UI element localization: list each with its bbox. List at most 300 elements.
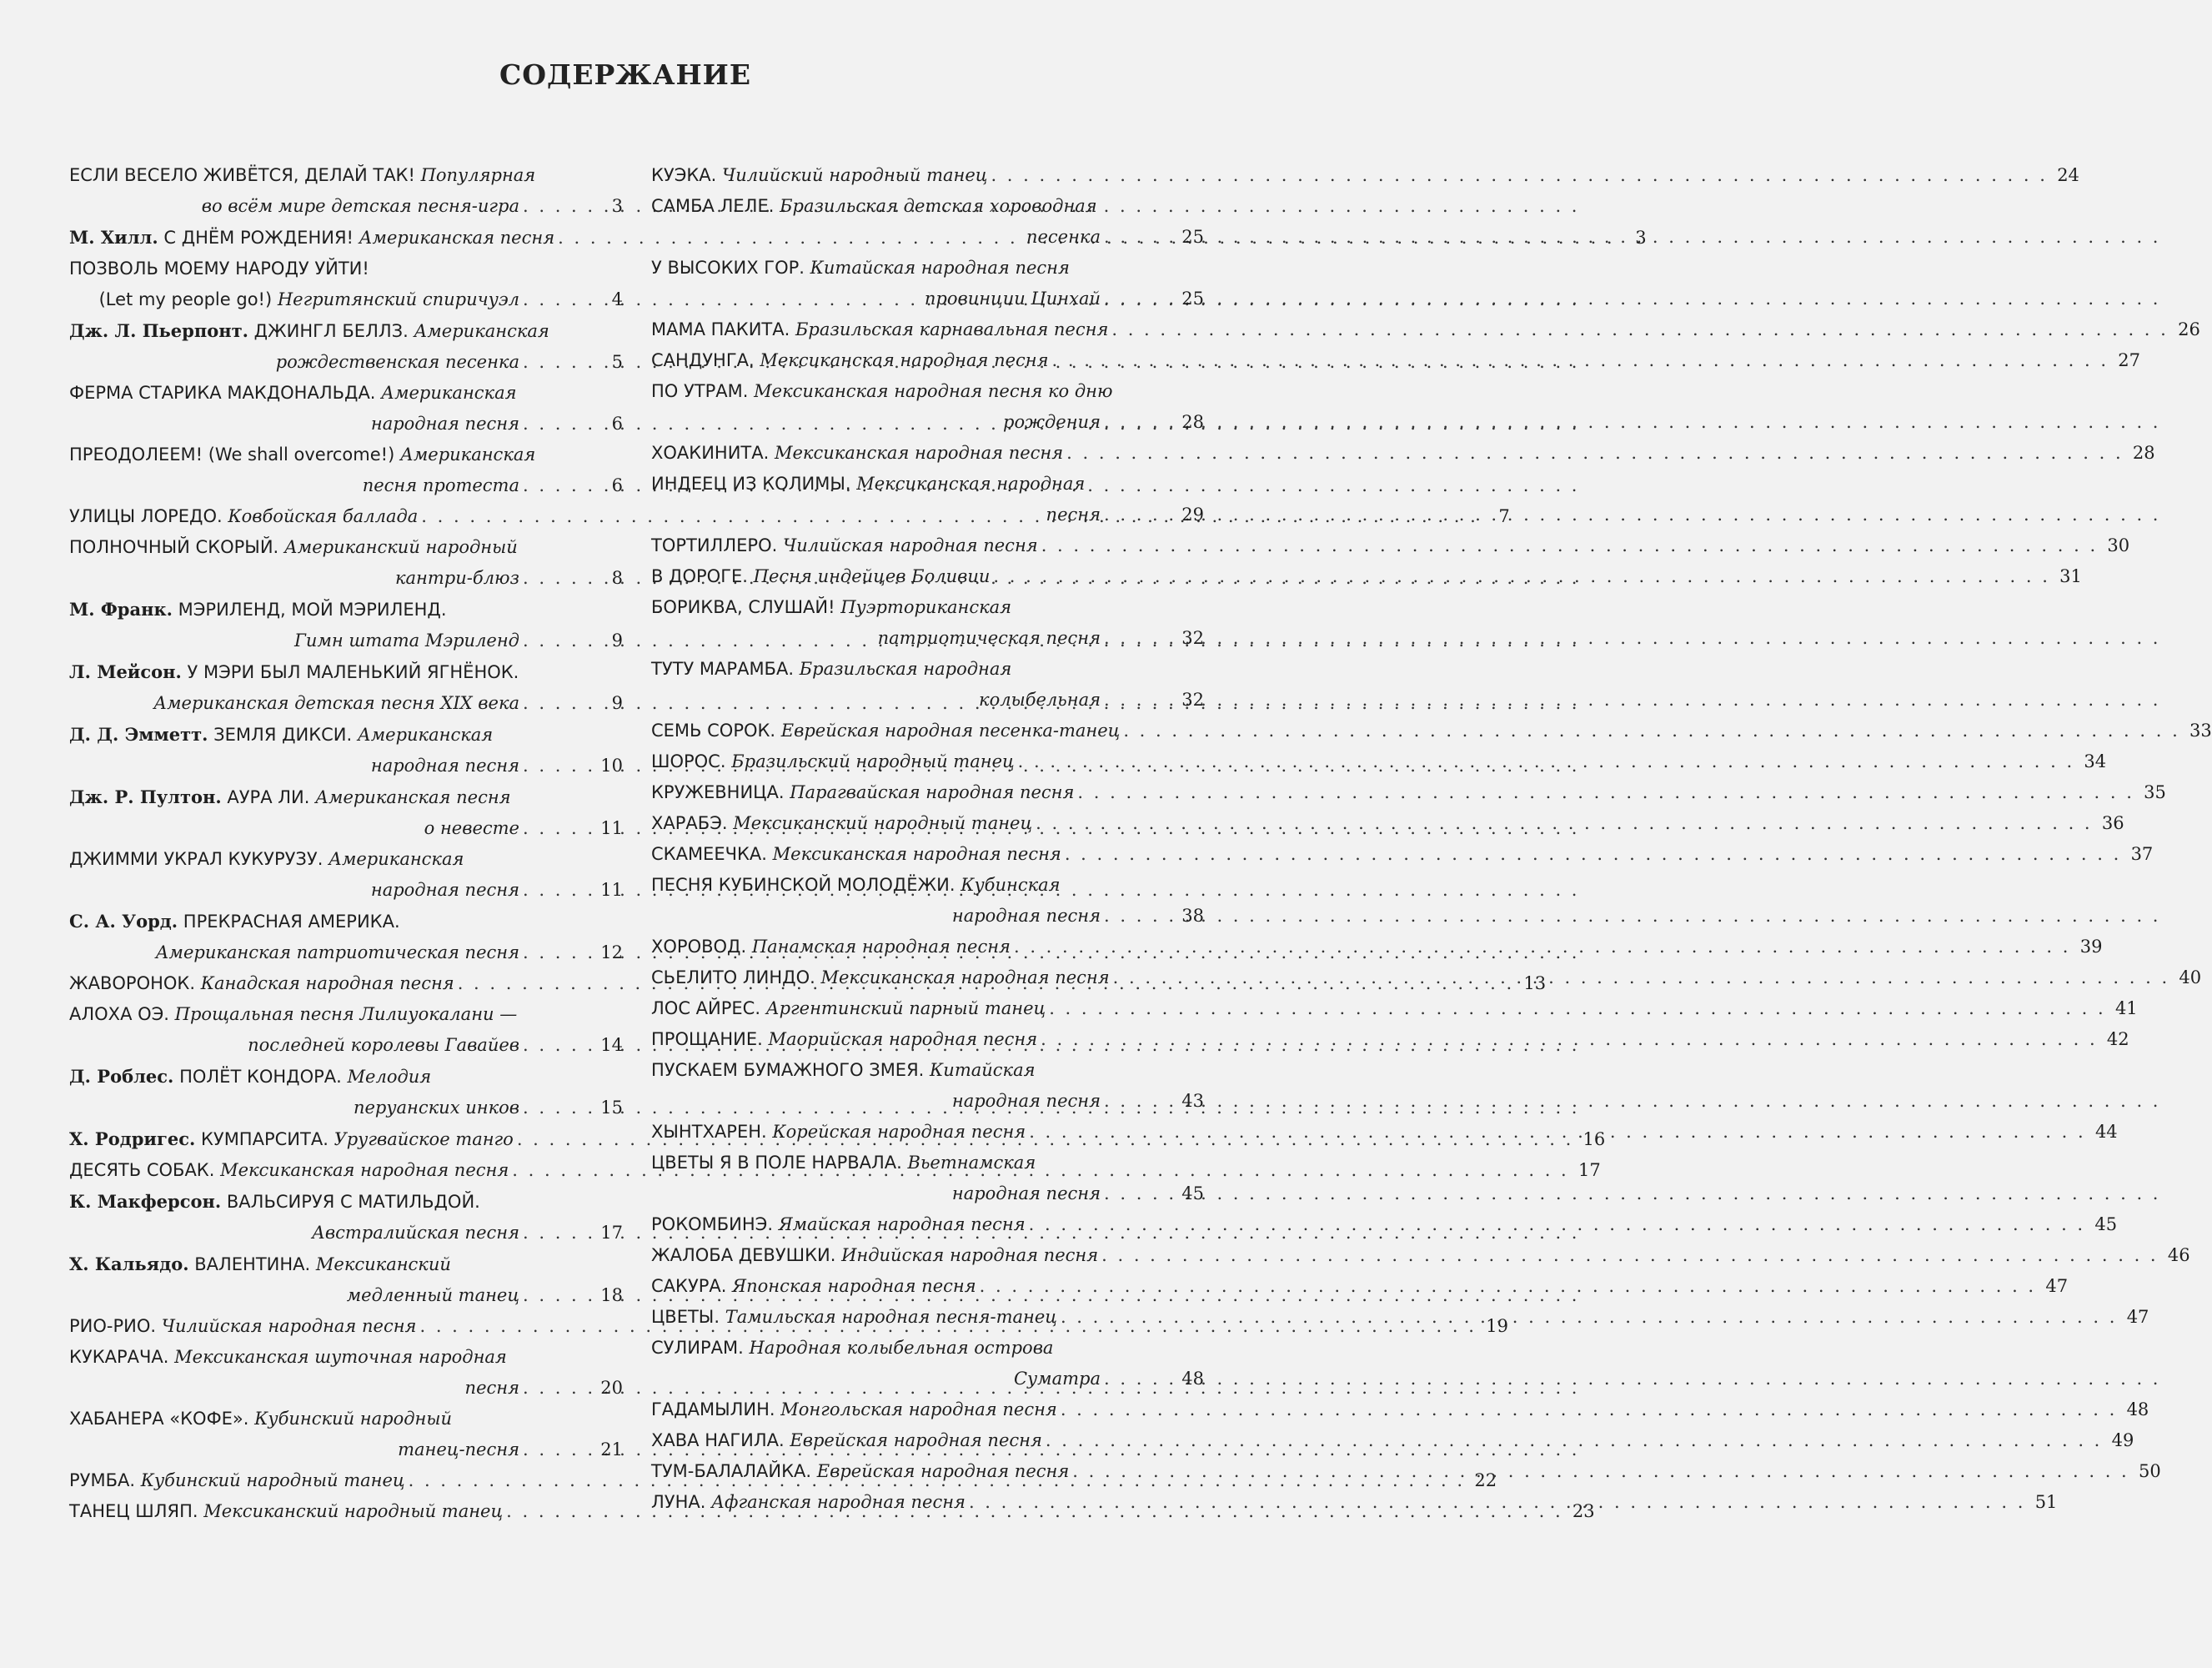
toc-song-title: ШОРОС.: [651, 751, 726, 771]
toc-description: Ямайская народная песня: [778, 1214, 1026, 1234]
toc-description: Чилийская народная песня: [782, 535, 1038, 555]
toc-description: колыбельная: [979, 690, 1101, 710]
page-title: СОДЕРЖАНИЕ: [499, 58, 751, 91]
toc-page-number: 28: [1181, 412, 1204, 432]
toc-song-title: АЛОХА ОЭ.: [69, 1004, 169, 1024]
toc-entry-line: [69, 1061, 623, 1093]
toc-author: Д. Роблес.: [69, 1066, 174, 1087]
toc-dot-leader: [1061, 839, 2121, 870]
toc-entry[interactable]: [651, 191, 1204, 253]
toc-description: патриотическая песня: [877, 628, 1101, 648]
toc-entry-line: [651, 284, 1204, 314]
toc-author: М. Хилл.: [69, 227, 158, 248]
toc-description: Бразильская карнавальная песня: [795, 319, 1109, 339]
toc-entry-line: [651, 561, 2082, 592]
toc-entry-text: [651, 561, 990, 592]
toc-entry-text: [69, 1496, 503, 1527]
toc-description: Суматра: [1013, 1369, 1101, 1389]
toc-page-number: 51: [2034, 1492, 2058, 1512]
toc-entry-line: [651, 1055, 1204, 1086]
toc-entry[interactable]: [651, 530, 2130, 561]
toc-entry-text: [651, 932, 1011, 962]
toc-song-title: ЕСЛИ ВЕСЕЛО ЖИВЁТСЯ, ДЕЛАЙ ТАК!: [69, 165, 415, 185]
toc-description: во всём мире детская песня-игра: [201, 196, 519, 216]
toc-entry-text: [69, 222, 554, 254]
toc-entry[interactable]: [69, 999, 623, 1061]
toc-page-number: 45: [1181, 1183, 1204, 1203]
toc-song-title: САМБА ЛЕЛЕ.: [651, 196, 775, 216]
toc-entry-line: [651, 1209, 2118, 1240]
toc-dot-leader: [1057, 1394, 2117, 1425]
toc-description: Мелодия: [347, 1067, 432, 1087]
toc-song-title: АУРА ЛИ.: [227, 787, 310, 807]
toc-description: народная песня: [370, 756, 519, 776]
toc-song-title: БОРИКВА, СЛУШАЙ!: [651, 597, 835, 617]
toc-song-title: ПО УТРАМ.: [651, 381, 749, 401]
toc-description: песня протеста: [362, 475, 519, 495]
toc-entry[interactable]: [651, 777, 2166, 808]
toc-entry[interactable]: [651, 376, 1204, 438]
toc-description: Маорийская народная песня: [768, 1029, 1038, 1049]
toc-entry-line: [651, 1394, 2149, 1425]
toc-entry-line: [651, 746, 2107, 777]
toc-description: Мексиканская народная песня: [774, 443, 1064, 463]
toc-entry-line: [69, 440, 623, 470]
toc-description: Мексиканский: [315, 1254, 451, 1274]
toc-description: Кубинская: [961, 875, 1061, 895]
toc-entry-text: [69, 501, 418, 532]
toc-description: Американская: [357, 725, 494, 745]
toc-dot-leader: [987, 160, 2047, 191]
toc-entry[interactable]: [69, 1061, 623, 1123]
toc-description: Мексиканская народная песня: [760, 350, 1049, 370]
toc-author: Л. Мейсон.: [69, 661, 182, 682]
toc-page-number: 36: [2101, 813, 2124, 833]
toc-entry-line: [69, 751, 623, 781]
toc-dot-leader: [519, 1093, 591, 1123]
toc-entry[interactable]: [651, 561, 2082, 592]
toc-entry-line: [651, 376, 1204, 407]
toc-entry-line: [651, 1271, 2069, 1302]
toc-entry-line: [69, 1434, 623, 1465]
toc-entry[interactable]: [651, 746, 2107, 777]
toc-page-number: 38: [1181, 906, 1204, 926]
toc-song-title: КРУЖЕВНИЦА.: [651, 782, 785, 802]
toc-song-title: КУЭКА.: [651, 165, 717, 185]
toc-dot-leader: [519, 937, 591, 968]
toc-description: Аргентинский парный танец: [765, 998, 1046, 1018]
toc-entry-line: [69, 906, 623, 937]
toc-description: Вьетнамская: [907, 1153, 1036, 1173]
toc-song-title: ПОЛНОЧНЫЙ СКОРЫЙ.: [69, 537, 279, 557]
toc-entry-line: [69, 409, 623, 440]
toc-entry-text: [651, 1209, 1026, 1240]
toc-page-number: 20: [600, 1378, 623, 1398]
toc-entry-line: [651, 530, 2130, 561]
toc-entry-line: [69, 937, 623, 968]
toc-entry[interactable]: [651, 716, 2212, 746]
toc-entry[interactable]: [651, 438, 2155, 469]
toc-entry[interactable]: [69, 844, 623, 906]
toc-dot-leader: [1120, 716, 2179, 746]
toc-description: Популярная: [420, 165, 536, 185]
toc-description: Панамская народная песня: [751, 937, 1011, 957]
toc-song-title: ГАДАМЫЛИН.: [651, 1399, 775, 1419]
toc-entry[interactable]: [651, 1394, 2149, 1425]
toc-entry-line: [651, 1024, 2129, 1055]
toc-description: Прощальная песня Лилиуокалани —: [174, 1004, 518, 1024]
toc-song-title: СЕМЬ СОРОК.: [651, 721, 776, 741]
toc-page-number: 44: [2094, 1122, 2118, 1142]
toc-description: Американская: [399, 445, 536, 465]
toc-entry-text: [69, 968, 454, 999]
toc-page-number: 7: [1498, 506, 1510, 526]
toc-song-title: ПУСКАЕМ БУМАЖНОГО ЗМЕЯ.: [651, 1060, 925, 1080]
toc-description: Канадская народная песня: [200, 973, 454, 993]
toc-entry-line: [69, 191, 623, 222]
toc-page-number: 17: [1578, 1160, 1601, 1180]
toc-description: Народная колыбельная острова: [749, 1338, 1054, 1358]
toc-entry-text: [651, 1425, 1042, 1456]
toc-description: Американский народный: [283, 537, 518, 557]
toc-description: Американская: [329, 849, 464, 869]
toc-description: Чилийский народный танец: [722, 165, 988, 185]
toc-song-title: ЛУНА.: [651, 1492, 706, 1512]
toc-description: Бразильская народная: [799, 659, 1012, 679]
toc-entry[interactable]: [69, 532, 623, 594]
toc-dot-leader: [519, 626, 591, 656]
toc-song-title: РОКОМБИНЭ.: [651, 1214, 773, 1234]
toc-description: Китайская народная песня: [810, 258, 1070, 278]
toc-entry-line: [651, 500, 1204, 530]
toc-author: К. Макферсон.: [69, 1191, 222, 1212]
toc-entry-line: [69, 813, 623, 844]
toc-entry-line: [69, 1373, 623, 1404]
toc-page-number: 17: [600, 1223, 623, 1243]
toc-song-title: ЦВЕТЫ.: [651, 1307, 720, 1327]
toc-entry[interactable]: [651, 1148, 1204, 1209]
toc-description: Американская детская песня XIX века: [153, 693, 519, 713]
toc-dot-leader: [1049, 345, 2109, 376]
toc-entry-line: [69, 532, 623, 563]
toc-entry-line: [651, 1333, 1204, 1364]
toc-song-title: ТУМ-БАЛАЛАЙКА.: [651, 1461, 812, 1481]
toc-entry[interactable]: [69, 440, 623, 501]
toc-entry-line: [651, 1086, 1204, 1117]
toc-entry[interactable]: [651, 1055, 1204, 1117]
toc-dot-leader: [1101, 500, 1172, 530]
toc-description: песня: [1046, 505, 1101, 525]
toc-entry[interactable]: [69, 781, 623, 844]
toc-entry[interactable]: [651, 1271, 2069, 1302]
toc-song-title: САНДУНГА.: [651, 350, 755, 370]
toc-song-title: ИНДЕЕЦ ИЗ КОЛИМЫ.: [651, 474, 851, 494]
toc-entry-line: [69, 719, 623, 751]
toc-page-number: 6: [611, 414, 623, 434]
toc-page-number: 22: [1474, 1470, 1497, 1490]
toc-entry-line: [651, 314, 2200, 345]
toc-entry-line: [651, 1240, 2190, 1271]
toc-page-number: 43: [1181, 1091, 1204, 1111]
toc-song-title: ХАБАНЕРА «КОФЕ».: [69, 1409, 249, 1429]
toc-entry-text: [651, 716, 1120, 746]
toc-dot-leader: [519, 563, 591, 594]
toc-page-number: 42: [2106, 1029, 2129, 1049]
toc-entry[interactable]: [651, 839, 2154, 870]
toc-entry[interactable]: [69, 160, 623, 222]
toc-dot-leader: [519, 1373, 591, 1404]
toc-entry[interactable]: [69, 1404, 623, 1465]
toc-entry-line: [651, 469, 1204, 500]
toc-entry[interactable]: [651, 592, 1204, 654]
toc-description-plain: (Let my people go!): [98, 289, 273, 309]
toc-description: Ковбойская баллада: [228, 506, 419, 526]
toc-entry-line: [69, 1280, 623, 1311]
toc-description: Бразильская детская хороводная: [780, 196, 1097, 216]
toc-entry-text: [651, 993, 1046, 1024]
toc-entry-text: [651, 1271, 976, 1302]
toc-description: Австралийская песня: [311, 1223, 519, 1243]
toc-description: перуанских инков: [353, 1098, 519, 1118]
toc-song-title: ПОЛЁТ КОНДОРА.: [179, 1067, 342, 1087]
toc-entry[interactable]: [69, 1248, 623, 1311]
toc-entry-line: [651, 654, 1204, 685]
toc-dot-leader: [519, 191, 591, 222]
toc-song-title: КУМПАРСИТА.: [200, 1129, 329, 1149]
toc-song-title: С ДНЁМ РОЖДЕНИЯ!: [163, 228, 354, 248]
toc-description: Кубинский народный: [254, 1409, 452, 1429]
toc-entry-line: [69, 378, 623, 409]
toc-dot-leader: [1101, 1178, 1172, 1209]
toc-page-number: 32: [1181, 690, 1204, 710]
toc-author: Дж. Л. Пьерпонт.: [69, 320, 248, 341]
toc-entry-text: [651, 962, 1110, 993]
toc-description: медленный танец: [346, 1285, 519, 1305]
toc-author: Х. Кальядо.: [69, 1254, 189, 1274]
toc-song-title: ХАВА НАГИЛА.: [651, 1430, 785, 1450]
toc-entry-line: [69, 254, 623, 284]
toc-page-number: 19: [1486, 1316, 1508, 1336]
toc-description: песня: [464, 1378, 519, 1398]
toc-entry-line: [651, 1148, 1204, 1178]
toc-song-title: ТОРТИЛЛЕРО.: [651, 535, 778, 555]
toc-entry-line: [651, 592, 1204, 623]
toc-song-title: СЬЕЛИТО ЛИНДО.: [651, 967, 815, 987]
toc-entry-line: [651, 1178, 1204, 1209]
toc-description: Еврейская народная песня: [816, 1461, 1070, 1481]
toc-author: М. Франк.: [69, 599, 173, 620]
toc-entry-line: [69, 1030, 623, 1061]
toc-song-title: РУМБА.: [69, 1470, 136, 1490]
toc-entry[interactable]: [69, 1186, 623, 1248]
toc-entry-text: [651, 808, 1032, 839]
toc-entry[interactable]: [651, 808, 2124, 839]
toc-entry[interactable]: [69, 254, 623, 315]
toc-dot-leader: [1108, 314, 2168, 345]
toc-description: Чилийская народная песня: [161, 1316, 417, 1336]
toc-description: народная песня: [951, 906, 1101, 926]
toc-song-title: ПРЕОДОЛЕЕМ! (We shall overcome!): [69, 445, 395, 465]
toc-entry-line: [651, 777, 2166, 808]
toc-page-number: 18: [600, 1285, 623, 1305]
toc-dot-leader: [519, 1218, 591, 1248]
toc-entry-line: [651, 1364, 1204, 1394]
toc-entry-line: [651, 839, 2154, 870]
toc-song-title: ТАНЕЦ ШЛЯП.: [69, 1501, 198, 1521]
toc-dot-leader: [519, 1030, 591, 1061]
toc-description: Мексиканский народный танец: [733, 813, 1033, 833]
toc-entry-line: [69, 347, 623, 378]
toc-entry[interactable]: [651, 253, 1204, 314]
toc-dot-leader: [1101, 1364, 1172, 1394]
toc-song-title: ХОРОВОД.: [651, 937, 747, 957]
toc-description: народная песня: [951, 1091, 1101, 1111]
toc-song-title: УЛИЦЫ ЛОРЕДО.: [69, 506, 223, 526]
toc-entry[interactable]: [651, 1024, 2129, 1055]
toc-entry-line: [69, 626, 623, 656]
toc-song-title: В ДОРОГЕ.: [651, 566, 748, 586]
toc-song-title: ВАЛЬСИРУЯ С МАТИЛЬДОЙ.: [226, 1192, 480, 1212]
toc-page-number: 27: [2118, 350, 2141, 370]
toc-entry-line: [651, 993, 2138, 1024]
toc-entry-text: [651, 1394, 1057, 1425]
toc-dot-leader: [1101, 407, 1172, 438]
toc-entry-line: [651, 222, 1204, 253]
toc-page-number: 3: [611, 196, 623, 216]
toc-entry-line: [651, 932, 2103, 962]
toc-entry[interactable]: [651, 932, 2103, 962]
toc-description: Мексиканская народная песня: [820, 967, 1110, 987]
toc-page-number: 28: [2132, 443, 2155, 463]
toc-dot-leader: [1038, 530, 2098, 561]
toc-song-title: СКАМЕЕЧКА.: [651, 844, 767, 864]
toc-dot-leader: [1057, 1302, 2117, 1333]
toc-dot-leader: [519, 1434, 591, 1465]
toc-description: Мексиканская народная песня: [220, 1160, 509, 1180]
toc-song-title: ПЕСНЯ КУБИНСКОЙ МОЛОДЁЖИ.: [651, 875, 956, 895]
toc-entry[interactable]: [651, 1240, 2190, 1271]
toc-entry-line: [69, 1218, 623, 1248]
toc-dot-leader: [1101, 901, 1172, 932]
toc-description: Мексиканская народная: [856, 474, 1086, 494]
toc-description: Песня индейцев Боливии: [753, 566, 991, 586]
toc-dot-leader: [519, 284, 591, 315]
toc-entry[interactable]: [651, 345, 2141, 376]
toc-dot-leader: [1042, 1425, 2102, 1456]
toc-entry[interactable]: [69, 906, 623, 968]
toc-entry[interactable]: [651, 1333, 1204, 1394]
toc-entry-text: [651, 777, 1074, 808]
toc-entry-line: [69, 1342, 623, 1373]
toc-entry[interactable]: [651, 160, 2079, 191]
toc-entry-line: [69, 999, 623, 1030]
toc-dot-leader: [519, 875, 591, 906]
toc-entry-line: [651, 685, 1204, 716]
toc-entry[interactable]: [69, 719, 623, 781]
toc-description: танец-песня: [398, 1439, 519, 1460]
toc-entry-line: [69, 688, 623, 719]
toc-song-title: КУКАРАЧА.: [69, 1347, 169, 1367]
toc-entry[interactable]: [69, 315, 623, 378]
toc-dot-leader: [1101, 222, 1172, 253]
toc-page-number: 29: [1181, 505, 1204, 525]
toc-entry-line: [651, 901, 1204, 932]
toc-entry-line: [651, 808, 2124, 839]
toc-entry[interactable]: [69, 1342, 623, 1404]
toc-page-number: 30: [2107, 535, 2130, 555]
toc-description: Мексиканская народная песня: [772, 844, 1061, 864]
toc-entry-text: [651, 1487, 966, 1518]
toc-entry[interactable]: [651, 1209, 2118, 1240]
toc-entry[interactable]: [69, 656, 623, 719]
toc-author: Дж. Р. Пултон.: [69, 786, 222, 807]
toc-entry-line: [69, 315, 623, 347]
toc-entry[interactable]: [651, 654, 1204, 716]
toc-description: кантри-блюз: [395, 568, 519, 588]
toc-dot-leader: [519, 1280, 591, 1311]
toc-entry-line: [69, 844, 623, 875]
toc-description: Тамильская народная песня-танец: [725, 1307, 1057, 1327]
toc-page-number: 13: [1523, 973, 1547, 993]
toc-entry[interactable]: [651, 314, 2200, 345]
toc-description: Бразильский народный танец: [731, 751, 1015, 771]
toc-entry[interactable]: [69, 594, 623, 656]
toc-author: Д. Д. Эмметт.: [69, 724, 208, 745]
toc-song-title: ХАРАБЭ.: [651, 813, 728, 833]
toc-dot-leader: [1101, 623, 1172, 654]
toc-entry[interactable]: [651, 870, 1204, 932]
toc-song-title: ХОАКИНИТА.: [651, 443, 770, 463]
toc-description: о невесте: [424, 818, 519, 838]
toc-entry-line: [651, 253, 1204, 284]
toc-dot-leader: [1101, 685, 1172, 716]
toc-entry[interactable]: [651, 1425, 2134, 1456]
toc-song-title: У ВЫСОКИХ ГОР.: [651, 258, 805, 278]
toc-description: Американская патриотическая песня: [155, 942, 519, 962]
toc-description: Парагвайская народная песня: [790, 782, 1075, 802]
toc-description: Китайская: [930, 1060, 1036, 1080]
toc-entry-line: [69, 563, 623, 594]
toc-page-number: 39: [2079, 937, 2103, 957]
toc-description: Корейская народная песня: [772, 1122, 1026, 1142]
toc-entry-text: [651, 1240, 1098, 1271]
toc-description: Американская: [381, 383, 517, 403]
toc-entry-text: [651, 746, 1015, 777]
toc-page-number: 45: [2094, 1214, 2118, 1234]
toc-entry[interactable]: [651, 469, 1204, 530]
toc-dot-leader: [1098, 1240, 2158, 1271]
toc-dot-leader: [990, 561, 2049, 592]
toc-description: Американская песня: [315, 787, 511, 807]
toc-page-number: 11: [600, 818, 623, 838]
toc-entry[interactable]: [69, 378, 623, 440]
toc-entry[interactable]: [651, 993, 2138, 1024]
toc-dot-leader: [966, 1487, 2025, 1518]
toc-song-title: У МЭРИ БЫЛ МАЛЕНЬКИЙ ЯГНЁНОК.: [187, 662, 519, 682]
toc-page-number: 48: [1181, 1369, 1204, 1389]
toc-song-title: ДЖИММИ УКРАЛ КУКУРУЗУ.: [69, 849, 324, 869]
toc-author: С. А. Уорд.: [69, 911, 178, 932]
toc-page-number: 35: [2144, 782, 2166, 802]
toc-dot-leader: [1101, 284, 1172, 314]
toc-entry-line: [651, 160, 2079, 191]
toc-page-number: 37: [2130, 844, 2154, 864]
toc-dot-leader: [976, 1271, 2036, 1302]
toc-description: Американская песня: [359, 228, 555, 248]
toc-page-number: 4: [611, 289, 623, 309]
toc-page-number: 47: [2045, 1276, 2069, 1296]
toc-description: народная песня: [951, 1183, 1101, 1203]
